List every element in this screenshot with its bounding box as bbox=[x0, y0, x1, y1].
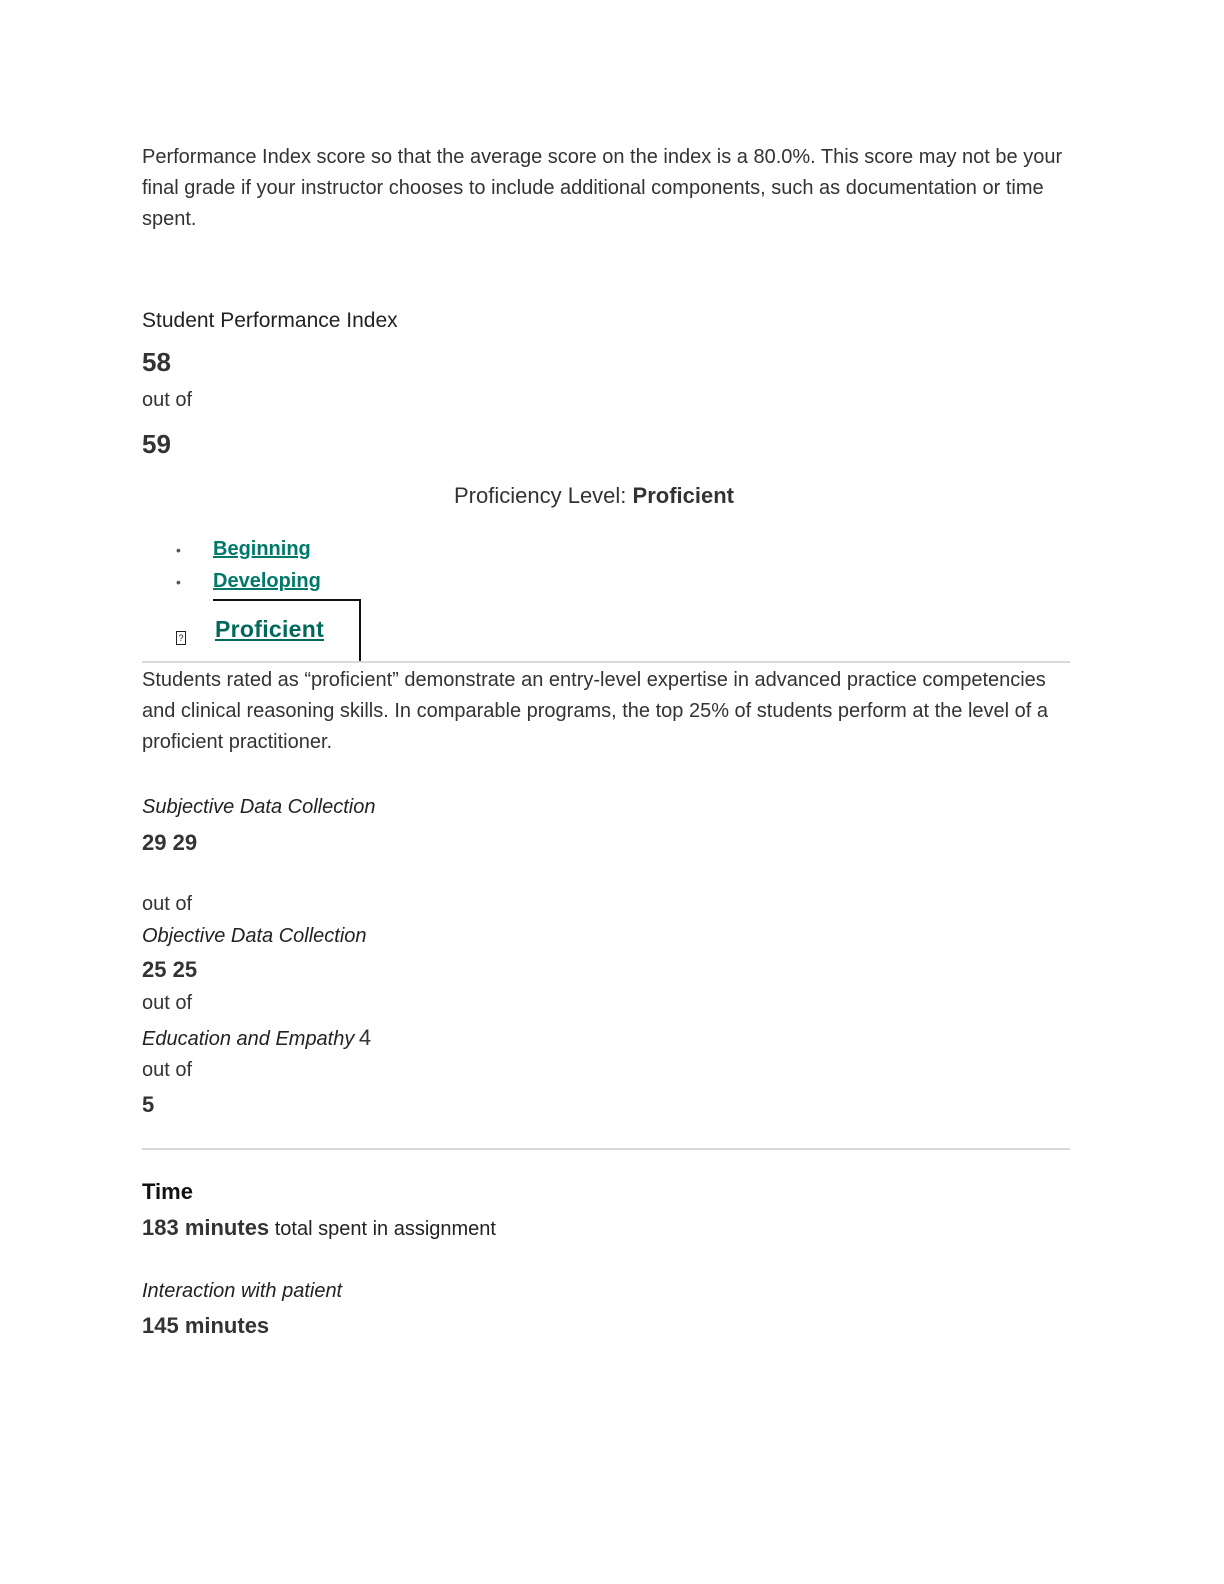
missing-glyph-icon: ? bbox=[176, 631, 186, 645]
performance-out-of: out of bbox=[142, 389, 193, 411]
education-row bbox=[142, 1025, 371, 1051]
proficiency-level bbox=[454, 483, 734, 509]
subjective-score: 29 29 bbox=[142, 830, 198, 855]
proficiency-value: Proficient bbox=[632, 483, 734, 508]
divider bbox=[142, 1148, 1070, 1150]
objective-out-of: out of bbox=[142, 992, 193, 1014]
bullet-dot-icon: • bbox=[176, 574, 181, 590]
time-total-value: 183 minutes bbox=[142, 1215, 270, 1240]
performance-heading: Student Performance Index bbox=[142, 309, 398, 332]
time-heading: Time bbox=[142, 1179, 193, 1204]
education-score: 4 bbox=[358, 1025, 372, 1050]
time-total-suffix: total spent in assignment bbox=[269, 1218, 496, 1240]
intro-paragraph: Performance Index score so that the average score on the index is a 80.0%. This score may not be your final grade if your instructor chooses to include additional components, such as documentation or time spent. bbox=[142, 146, 1063, 230]
divider bbox=[142, 661, 1070, 663]
bullet-dot-icon: • bbox=[176, 542, 181, 558]
proficiency-prefix: Proficiency Level: bbox=[454, 483, 633, 508]
level-link-proficient[interactable]: Proficient bbox=[215, 616, 325, 642]
objective-label: Objective Data Collection bbox=[142, 925, 367, 947]
education-total: 5 bbox=[142, 1092, 155, 1117]
time-total-row bbox=[142, 1215, 496, 1241]
education-label: Education and Empathy bbox=[142, 1028, 355, 1050]
proficiency-description: Students rated as “proficient” demonstrate an entry-level expertise in advanced practice competencies and clinical reasoning skills. In comparable programs, the top 25% of students perform at the level of a proficient practitioner. bbox=[142, 669, 1049, 753]
subjective-label: Subjective Data Collection bbox=[142, 796, 376, 818]
interaction-value: 145 minutes bbox=[142, 1313, 270, 1338]
interaction-label: Interaction with patient bbox=[142, 1280, 343, 1302]
performance-score: 58 bbox=[142, 347, 171, 377]
level-link-developing[interactable]: Developing bbox=[213, 570, 321, 592]
objective-score: 25 25 bbox=[142, 957, 198, 982]
education-out-of: out of bbox=[142, 1059, 193, 1081]
performance-total: 59 bbox=[142, 429, 171, 459]
subjective-out-of: out of bbox=[142, 893, 193, 915]
level-link-beginning[interactable]: Beginning bbox=[213, 538, 311, 560]
